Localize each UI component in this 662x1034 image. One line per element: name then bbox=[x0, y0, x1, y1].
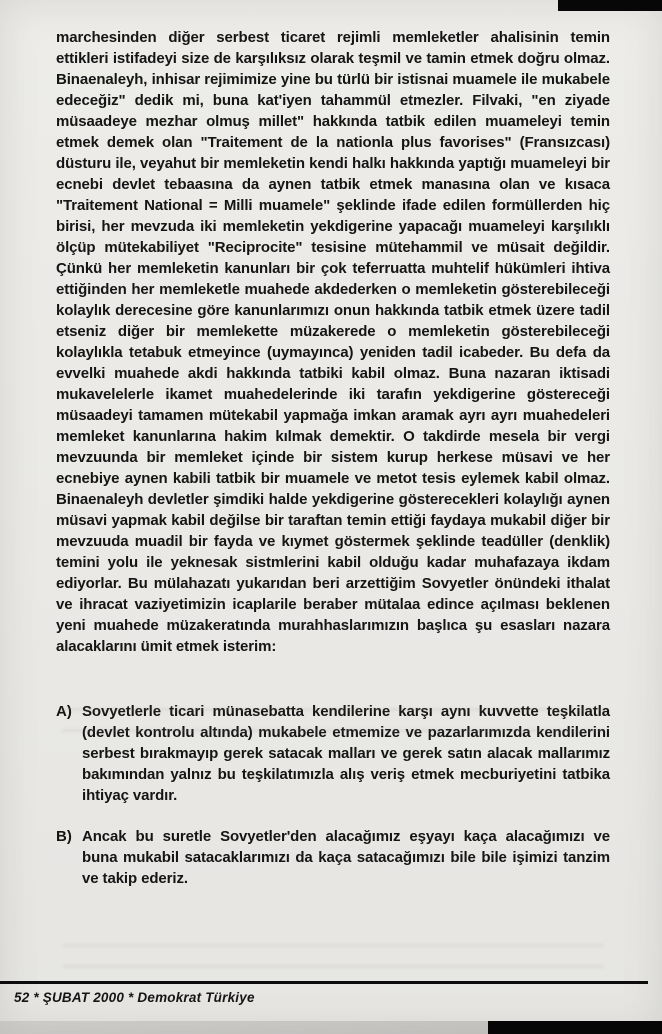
scan-artifact-bottom bbox=[488, 1021, 662, 1034]
lettered-list bbox=[56, 701, 610, 889]
show-through-artifact-lower bbox=[62, 938, 604, 974]
list-item-b-text: Ancak bu suretle Sovyetler'den alacağımız eşyayı kaça alacağımızı ve buna mukabil satacaklarımızı da kaça satacağımızı bile bile işimizi tanzim ve takip ederiz. bbox=[82, 828, 610, 887]
list-item-a-label: A) bbox=[56, 703, 72, 720]
list-item-a-text: Sovyetlerle ticari münasebatta kendilerine karşı aynı kuvvette teşkilatla (devlet kontrolu altında) mukabele etmemize ve pazarlarımızda kendilerini serbest bırakmayıp gerek satacak malları ve gerek satın alacak mallarımız bakımından yalnız bu teşkilatımızla alış veriş etmek mecburiyetini tatbika ihtiyaç vardır. bbox=[82, 703, 610, 804]
page-footer bbox=[0, 981, 662, 1005]
scan-artifact-top bbox=[558, 0, 662, 11]
list-item-b bbox=[56, 826, 610, 889]
footer-text: 52 * ŞUBAT 2000 * Demokrat Türkiye bbox=[14, 990, 255, 1005]
list-item-a bbox=[56, 701, 610, 806]
list-item-b-label: B) bbox=[56, 828, 72, 845]
page-content bbox=[56, 27, 610, 909]
body-paragraph: marchesinden diğer serbest ticaret rejimli memleketler ahalisinin temin ettikleri istifadeyi size de karşılıksız olarak teşmil ve tamin etmek doğru olmaz. Binaenaleyh, inhisar rejimimize yine bu türlü bir istisnai muamele ile mukabele edeceğiz" dedik mi, buna kat'iyen tahammül etmezler. Filvaki, "en ziyade müsaadeye mezhar olmuş millet" hakkında tatbik edilen muameleyi temin etmek demek olan "Traitement de la nationla plus favorises" (Fransızcası) düsturu ile, veyahut bir memleketin kendi halkı hakkında yaptığı muameleyi bir ecnebi devlet tebaasına da aynen tatbik etmek manasına olan ve kısaca "Traitement National = Milli muamele" şeklinde ifade edilen formüllerden hiç birisi, her mevzuda iki memleketin yekdigerine yapacağı muameleyi karşılıklı ölçüp mütekabiliyet "Reciprocite" tesisine mütehammil ve müsait değildir. Çünkü her memleketin kanunları bir çok teferruatta muhtelif hükümleri ihtiva ettiğinden her memleketle muahede akdederken o memleketin gösterebileceği kolaylık derecesine göre kanunlarımızı onun hakkında tatbik etmek üzere tadil etseniz diğer bir memlekette müzakerede o memleketin gösterebileceği kolaylıkla tetabuk etmeyince (uymayınca) yeniden tadil icabeder. Bu defa da evvelki muahede akdi hakkında tatbiki kabil olmaz. Buna nazaran iktisadi mukavelelerle ikamet muahedelerinde iki tarafın yekdigerine göstereceği müsaadeyi tamamen mütekabil yapmağa imkan aramak ayrı ayrı muahedeleri memleket kanunlarına hakim kılmak demektir. O takdirde mesela bir vergi mevzuunda bir memleket içinde bir sistem kurup herkese müsavi ve her ecnebiye aynen kabili tatbik bir muamele ve metot tesis eylemek kabil olmaz. Binaenaleyh devletler şimdiki halde yekdigerine gösterecekleri kolaylığı aynen müsavi yapmak kabil değilse bir taraftan temin ettiği faydaya mukabil diğer bir mevzuuda muadil bir fayda ve kıymet göstermek şeklinde teadüller (denklik) temini yolu ile yeknesak sistmlerini kabil olduğu kadar muhafazaya ikdam ediyorlar. Bu mülahazatı yukarıdan beri arzettiğim Sovyetler önündeki ithalat ve ihracat vaziyetimizin icaplarile beraber mütalaa edince açılması beklenen yeni muahede müzakeratında murahhaslarımızın başlıca şu esasları nazara alacaklarını ümit etmek isterim: bbox=[56, 29, 610, 655]
